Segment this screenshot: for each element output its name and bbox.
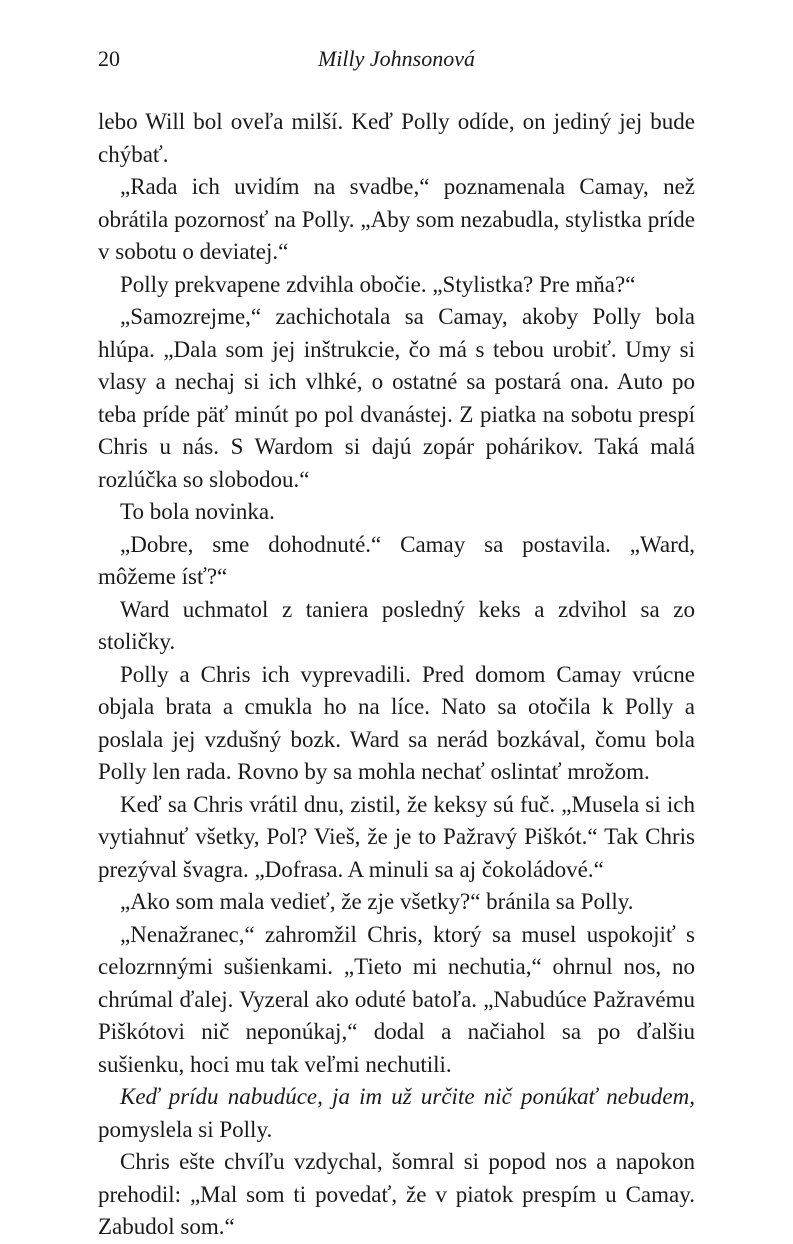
paragraph: „Rada ich uvidím na svadbe,“ poznamenala Camay, než obrátila pozornosť na Polly. „Aby som nezabudla, stylistka príde v sobotu o deviatej.“ [98, 174, 695, 264]
paragraph: „Nenažranec,“ zahromžil Chris, ktorý sa musel uspokojiť s celozrnnými sušienkami. „Tieto mi nechutia,“ ohrnul nos, no chrúmal ďalej. Vyzeral ako oduté batoľa. „Nabudúce Pažravému Piškótovi nič neponúkaj,“ dodal a načiahol sa po ďalšiu sušienku, hoci mu tak veľmi nechutili. [98, 921, 695, 1077]
paragraph: „Ako som mala vedieť, že zje všetky?“ bránila sa Polly. [120, 889, 634, 914]
paragraph-continuation: lebo Will bol oveľa milší. Keď Polly odíde, on jediný jej bude chýbať. [98, 109, 695, 167]
paragraph: „Dobre, sme dohodnuté.“ Camay sa postavila. „Ward, môžeme ísť?“ [98, 531, 695, 589]
paragraph: Polly prekvapene zdvihla obočie. „Stylistka? Pre mňa?“ [120, 271, 636, 297]
body-text [98, 106, 695, 1244]
paragraph: Ward uchmatol z taniera posledný keks a zdvihol sa zo stoličky. [98, 596, 695, 654]
paragraph: „Samozrejme,“ zachichotala sa Camay, akoby Polly bola hlúpa. „Dala som jej inštrukcie, čo má s tebou urobiť. Umy si vlasy a nechaj si ich vlhké, o ostatné sa postará ona. Auto po teba príde päť minút po pol dvanástej. Z piatka na sobotu prespí Chris u nás. S Wardom si dajú zopár pohárikov. Taká malá rozlúčka so slobodou.“ [98, 304, 695, 492]
page-number: 20 [98, 46, 120, 71]
running-head: Milly Johnsonová [317, 46, 476, 71]
paragraph-with-italic-thought [98, 1081, 695, 1146]
paragraph: Polly a Chris ich vyprevadili. Pred domom Camay vrúcne objala brata a cmukla ho na líce. Nato sa otočila k Polly a poslala jej vzdušný bozk. Ward sa nerád bozkával, čomu bola Polly len rada. Rovno by sa mohla nechať oslintať mrožom. [98, 661, 695, 784]
paragraph: Chris ešte chvíľu vzdychal, šomral si popod nos a napokon prehodil: „Mal som ti povedať, že v piatok prespím u Camay. Zabudol som.“ [98, 1149, 695, 1239]
paragraph: Keď sa Chris vrátil dnu, zistil, že keksy sú fuč. „Musela si ich vytiahnuť všetky, Pol? Vieš, že je to Pažravý Piškót.“ Tak Chris prezýval švagra. „Dofrasa. A minuli sa aj čokoládové.“ [98, 791, 695, 882]
paragraph-tail: pomyslela si Polly. [98, 1116, 273, 1142]
paragraph: To bola novinka. [120, 499, 275, 524]
italic-thought: Keď prídu nabudúce, ja im už určite nič ponúkať nebudem, [120, 1084, 695, 1109]
